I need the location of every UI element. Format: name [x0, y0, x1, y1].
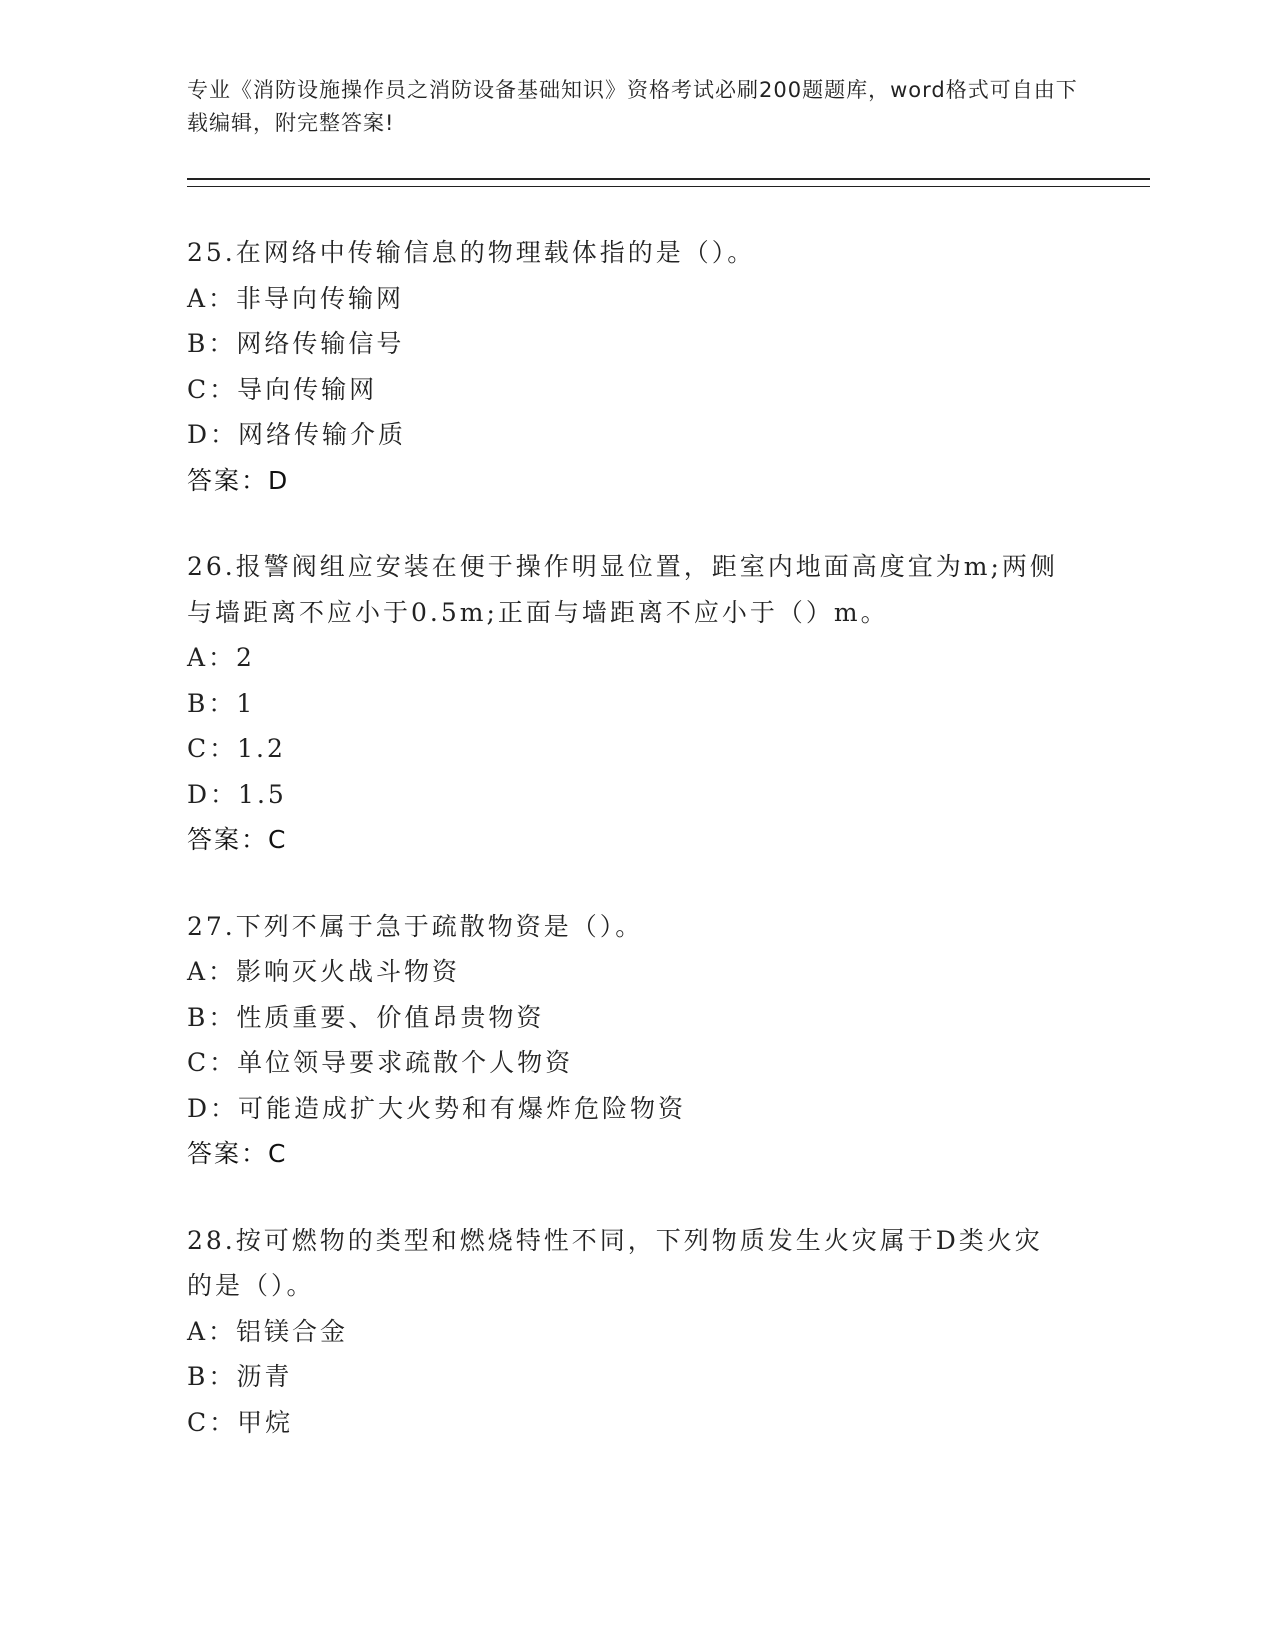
- question-27: [187, 904, 1087, 1177]
- option-b: B：网络传输信号: [187, 329, 405, 358]
- header-divider: [187, 178, 1150, 187]
- question-25: [187, 230, 1087, 503]
- page-header: [187, 74, 1087, 140]
- question-28: [187, 1218, 1087, 1446]
- option-a: A：2: [187, 643, 255, 672]
- question-stem: 27.下列不属于急于疏散物资是（）。: [187, 911, 644, 941]
- option-b: B：性质重要、价值昂贵物资: [187, 1002, 545, 1032]
- question-26: [187, 544, 1087, 863]
- answer-line: 答案：C: [187, 825, 288, 854]
- option-b: B：沥青: [187, 1362, 293, 1391]
- option-c: C：单位领导要求疏散个人物资: [187, 1048, 574, 1077]
- header-text: 专业《消防设施操作员之消防设备基础知识》资格考试必刷200题题库，word格式可自由下载编辑，附完整答案!: [187, 78, 1078, 135]
- answer-line: 答案：C: [187, 1139, 288, 1168]
- option-a: A：影响灭火战斗物资: [187, 957, 461, 986]
- answer-line: 答案：D: [187, 465, 290, 495]
- option-d: D：网络传输介质: [187, 420, 407, 449]
- question-list: [187, 230, 1087, 1486]
- question-stem: 28.按可燃物的类型和燃烧特性不同，下列物质发生火灾属于D类火灾: [187, 1225, 1043, 1255]
- option-c: C：1.2: [187, 734, 286, 763]
- option-a: A：非导向传输网: [187, 283, 405, 313]
- question-stem: 25.在网络中传输信息的物理载体指的是（）。: [187, 238, 756, 267]
- option-d: D：可能造成扩大火势和有爆炸危险物资: [187, 1093, 687, 1123]
- option-c: C：导向传输网: [187, 374, 378, 404]
- question-stem-continued: 与墙距离不应小于0.5m;正面与墙距离不应小于（）m。: [187, 597, 889, 627]
- option-a: A：铝镁合金: [187, 1316, 349, 1346]
- option-d: D：1.5: [187, 779, 287, 809]
- question-stem: 26.报警阀组应安装在便于操作明显位置，距室内地面高度宜为m;两侧: [187, 552, 1058, 581]
- question-stem-continued: 的是（）。: [187, 1271, 315, 1300]
- option-c: C：甲烷: [187, 1407, 294, 1437]
- option-b: B：1: [187, 688, 256, 718]
